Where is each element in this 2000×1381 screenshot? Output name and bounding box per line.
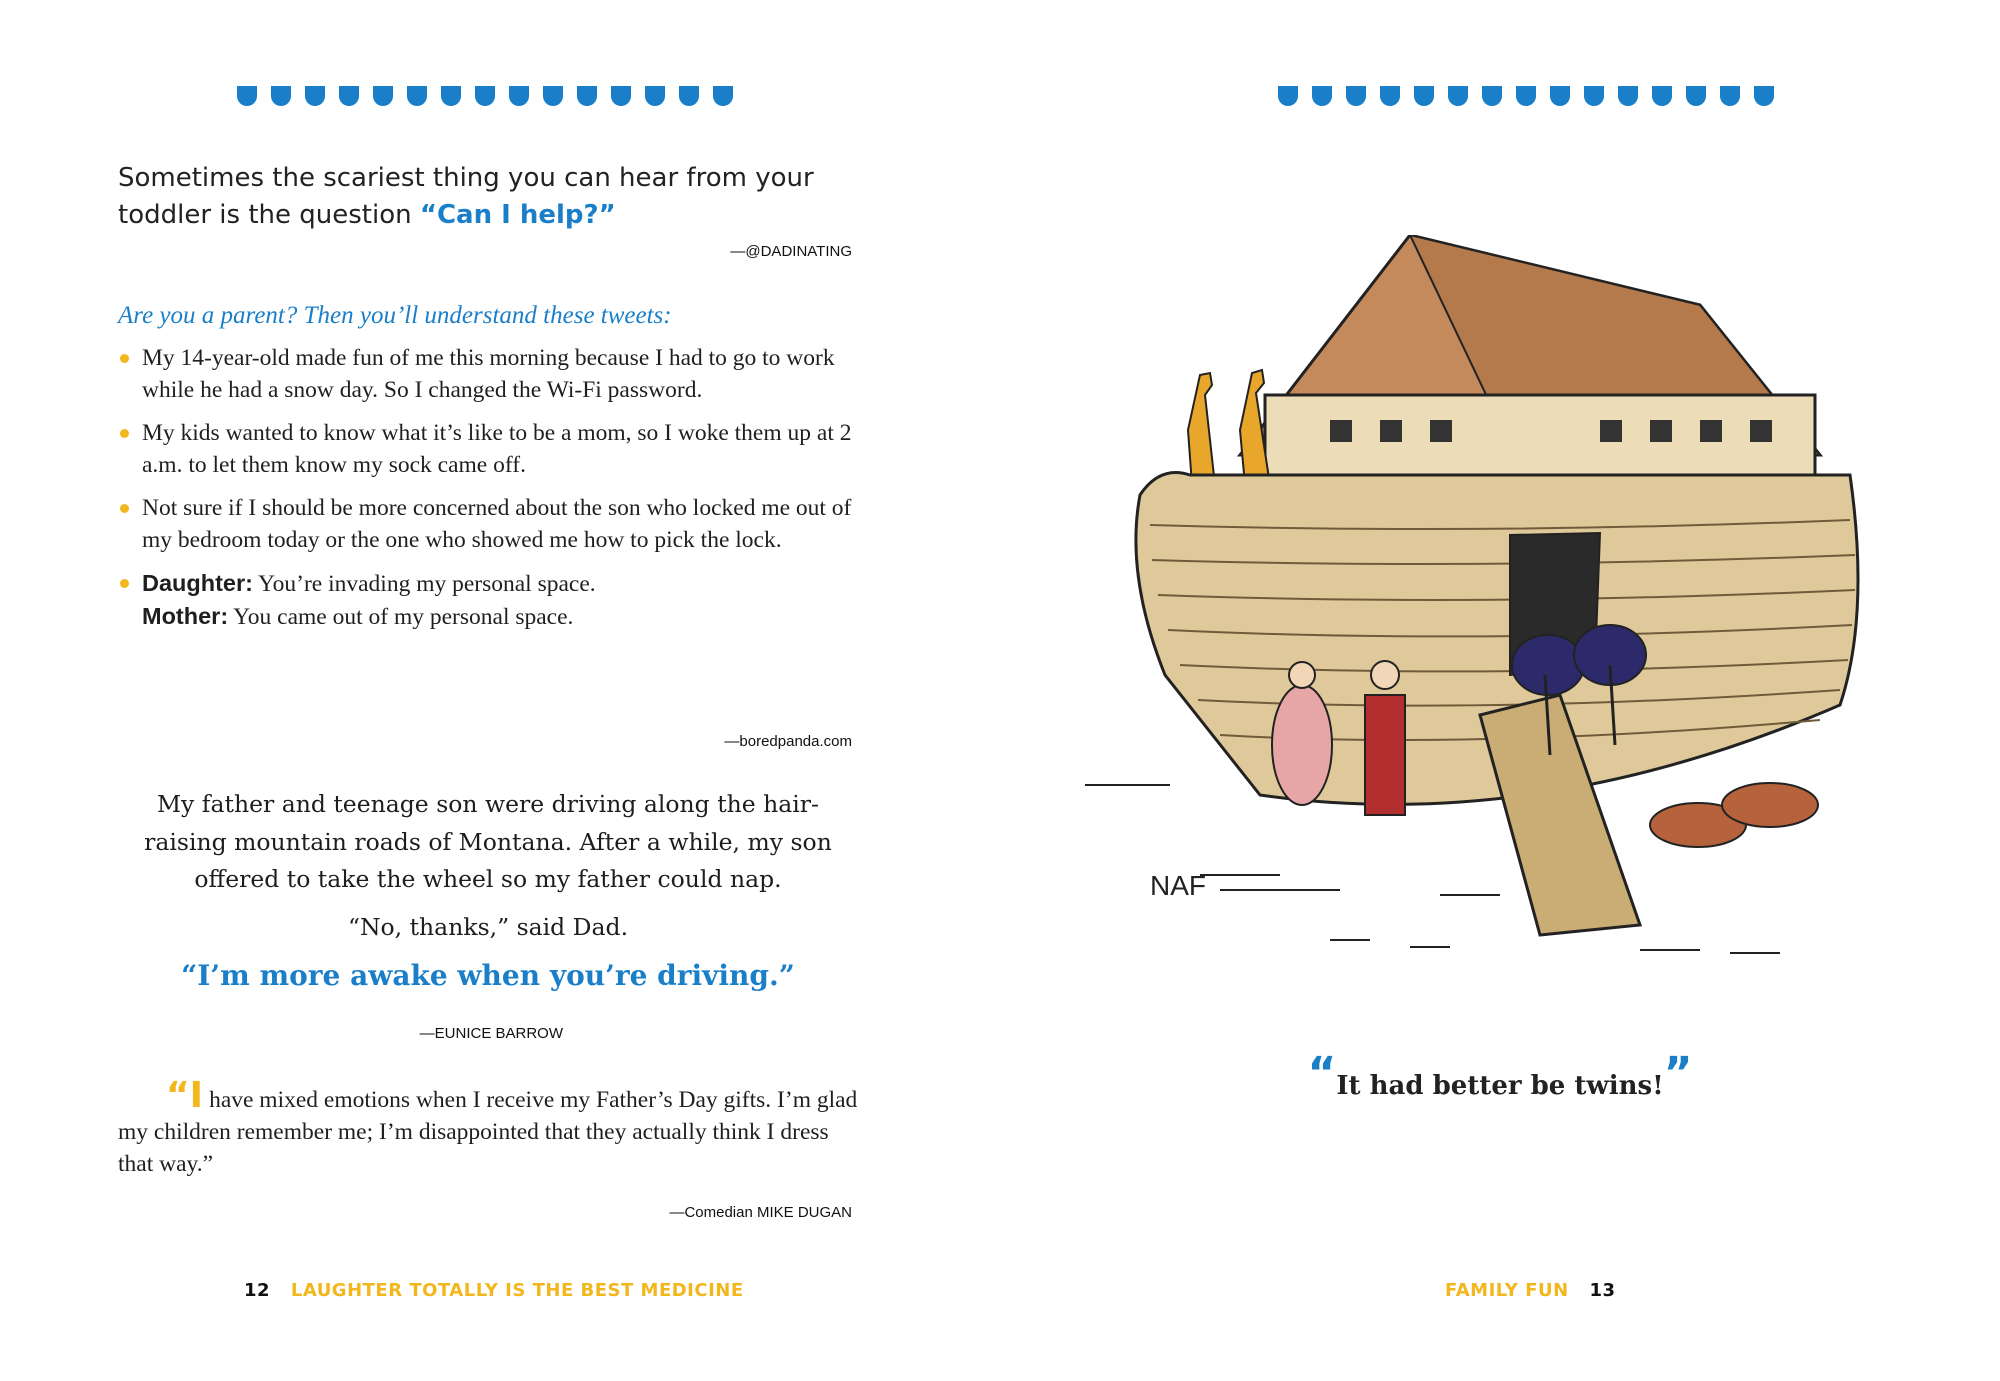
- tweets-credit: —boredpanda.com: [724, 733, 852, 750]
- caption-open-quote: “: [1307, 1048, 1337, 1099]
- cartoon-signature: NAF: [1150, 870, 1206, 901]
- right-folio: [1445, 1280, 1616, 1301]
- decorative-dot-border: [237, 86, 733, 106]
- dialogue-line: You came out of my personal space.: [233, 604, 574, 630]
- giraffes: [1188, 370, 1270, 485]
- right-page: [1000, 0, 2000, 1381]
- tweets-list: [118, 342, 858, 644]
- list-item-dialogue: [118, 567, 858, 633]
- story-text: My father and teenage son were driving along the hair-raising mountain roads of Montana. After a while, my son offered to take the wheel so my father could nap.: [144, 790, 832, 893]
- cartoon-caption: [1000, 1048, 2000, 1101]
- dialogue-speaker: Daughter:: [142, 570, 253, 596]
- list-item: Not sure if I should be more concerned about the son who locked me out of my bedroom today or the one who showed me how to pick the lock.: [118, 492, 858, 556]
- lead-joke: [118, 160, 878, 234]
- hyenas: [1650, 783, 1818, 847]
- running-head: FAMILY FUN: [1445, 1280, 1569, 1301]
- story-anecdote: [118, 786, 858, 996]
- quote-credit: —Comedian MIKE DUGAN: [669, 1204, 852, 1221]
- dialogue-speaker: Mother:: [142, 603, 229, 629]
- caption-text: It had better be twins!: [1336, 1071, 1664, 1101]
- quote-dropcap: “I: [166, 1075, 204, 1116]
- noahs-ark-cartoon: [1080, 235, 1900, 1000]
- page-number: 12: [244, 1280, 271, 1301]
- story-credit: —EUNICE BARROW: [419, 1025, 563, 1042]
- list-item: My kids wanted to know what it’s like to be a mom, so I woke them up at 2 a.m. to let them know my sock came off.: [118, 417, 858, 481]
- lead-credit: —@DADINATING: [730, 243, 852, 260]
- lead-highlight: “Can I help?”: [419, 200, 616, 230]
- story-punchline: “I’m more awake when you’re driving.”: [181, 959, 795, 992]
- quote-block: [118, 1075, 858, 1180]
- tweets-heading: Are you a parent? Then you’ll understand these tweets:: [118, 302, 672, 329]
- story-reply: “No, thanks,” said Dad.: [347, 912, 629, 941]
- caption-close-quote: ”: [1663, 1048, 1693, 1099]
- lead-text: Sometimes the scariest thing you can hear from your toddler is the question: [118, 163, 814, 230]
- list-item: My 14-year-old made fun of me this morning because I had to go to work while he had a snow day. So I changed the Wi-Fi password.: [118, 342, 858, 406]
- page-number: 13: [1589, 1280, 1616, 1301]
- decorative-dot-border: [1278, 86, 1774, 106]
- left-folio: [244, 1280, 744, 1301]
- quote-text: have mixed emotions when I receive my Father’s Day gifts. I’m glad my children remember me; I’m disappointed that they actually think I dress that way.”: [118, 1087, 858, 1177]
- dialogue-line: You’re invading my personal space.: [258, 571, 596, 597]
- running-head: LAUGHTER TOTALLY IS THE BEST MEDICINE: [290, 1280, 744, 1301]
